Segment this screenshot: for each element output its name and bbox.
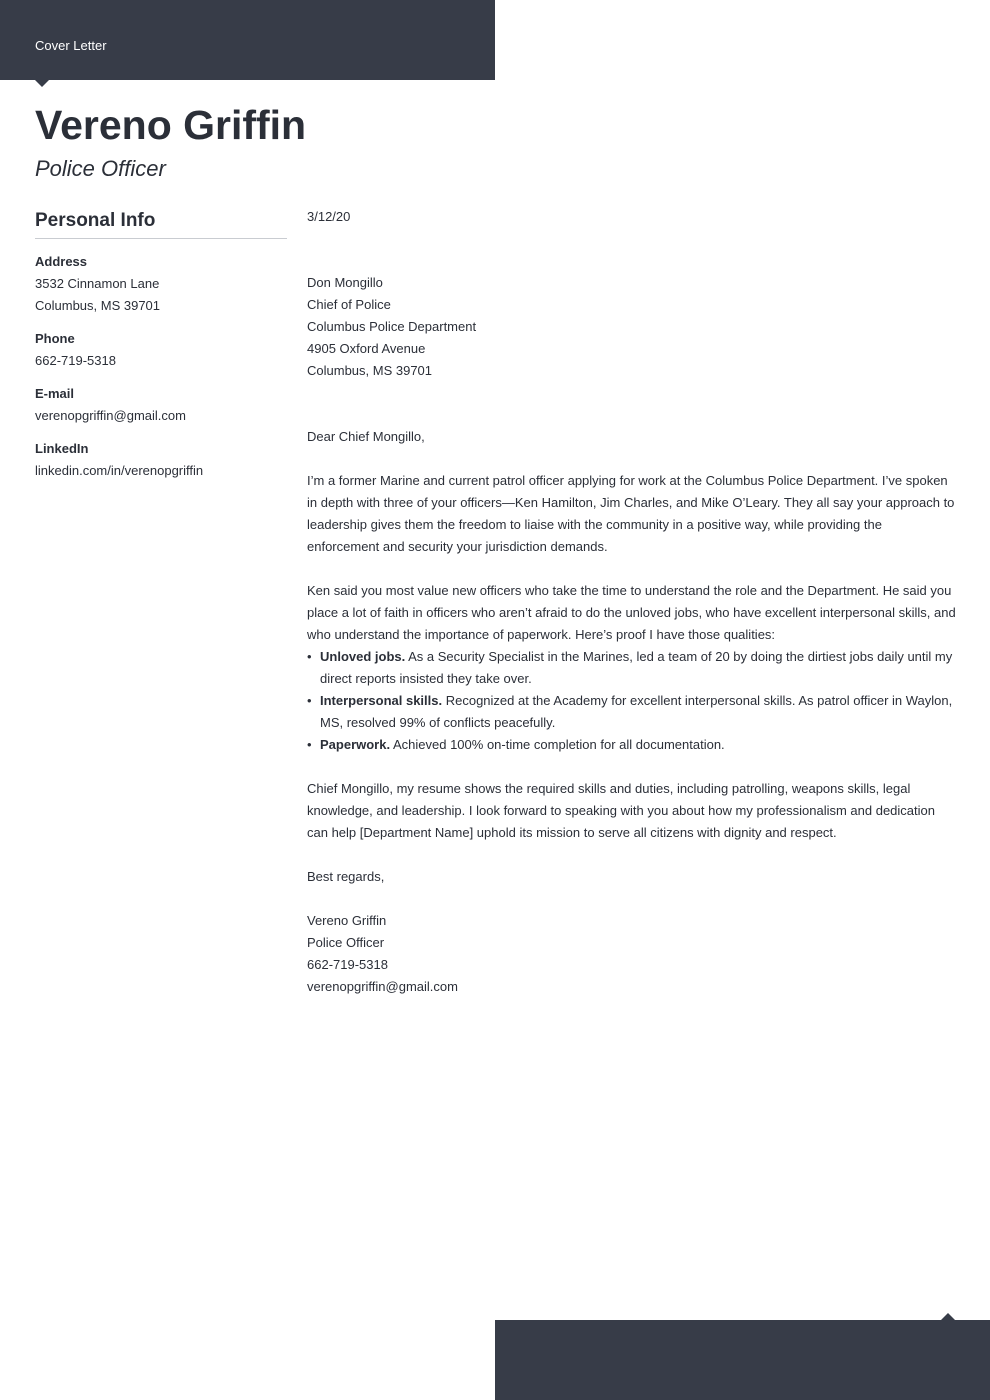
address-line-1: 3532 Cinnamon Lane <box>35 276 160 291</box>
bottom-banner <box>495 1320 990 1400</box>
signature-name: Vereno Griffin <box>307 913 387 928</box>
letter-date: 3/12/20 <box>307 209 351 224</box>
bullet-title: Interpersonal skills. <box>320 693 443 708</box>
body-paragraph-1: I’m a former Marine and current patrol officer applying for work at the Columbus Police Department. I’ve spoken in depth with three of your officers—Ken Hamilton, Jim Charles, and Mike O’Leary. They all say your approach to leadership gives them the freedom to liaise with the community in a positive way, while providing the enforcement and security your jurisdiction demands. <box>307 473 955 554</box>
phone-block <box>35 328 287 372</box>
recipient-block <box>307 272 957 382</box>
bullet-text: Achieved 100% on-time completion for all documentation. <box>390 737 725 752</box>
signature-email: verenopgriffin@gmail.com <box>307 979 458 994</box>
linkedin-value: linkedin.com/in/verenopgriffin <box>35 463 204 478</box>
applicant-job-title: Police Officer <box>35 156 166 181</box>
personal-info-sidebar <box>35 208 287 482</box>
bullet-text: Recognized at the Academy for excellent interpersonal skills. As patrol officer in Waylon, MS, resolved 99% of conflicts peacefully. <box>320 693 953 730</box>
linkedin-block <box>35 438 287 482</box>
letter-body <box>307 206 957 998</box>
list-item: • Unloved jobs. As a Security Specialist in the Marines, led a team of 20 by doing the dirtiest jobs daily until my direct reports insisted they take over. <box>307 649 953 686</box>
bullet-title: Unloved jobs. <box>320 649 406 664</box>
closing: Best regards, <box>307 869 385 884</box>
address-label: Address <box>35 254 88 269</box>
qualifications-list <box>307 646 957 756</box>
document-type-label: Cover Letter <box>35 38 107 53</box>
email-value: verenopgriffin@gmail.com <box>35 408 186 423</box>
list-item: • Interpersonal skills. Recognized at the Academy for excellent interpersonal skills. As patrol officer in Waylon, MS, resolved 99% of conflicts peacefully. <box>307 693 953 730</box>
footer-pointer-triangle <box>941 1313 955 1320</box>
signature-phone: 662-719-5318 <box>307 957 388 972</box>
email-label: E-mail <box>35 386 75 401</box>
list-item: • Paperwork. Achieved 100% on-time completion for all documentation. <box>307 737 725 752</box>
signature-title: Police Officer <box>307 935 385 950</box>
applicant-name: Vereno Griffin <box>35 102 307 148</box>
recipient-name: Don Mongillo <box>307 275 383 290</box>
phone-label: Phone <box>35 331 75 346</box>
bullet-text: As a Security Specialist in the Marines, led a team of 20 by doing the dirtiest jobs daily until my direct reports insisted they take over. <box>320 649 953 686</box>
address-line-2: Columbus, MS 39701 <box>35 298 161 313</box>
top-banner <box>0 0 495 80</box>
salutation: Dear Chief Mongillo, <box>307 429 425 444</box>
banner-pointer-triangle <box>35 80 49 87</box>
personal-info-heading: Personal Info <box>35 208 287 239</box>
phone-value: 662-719-5318 <box>35 353 116 368</box>
recipient-organization: Columbus Police Department <box>307 319 477 334</box>
body-paragraph-3: Chief Mongillo, my resume shows the required skills and duties, including patrolling, weapons skills, legal knowledge, and leadership. I look forward to speaking with you about how my professionalism and dedication can help [Department Name] uphold its mission to serve all citizens with dignity and respect. <box>307 781 935 840</box>
address-block <box>35 251 287 317</box>
linkedin-label: LinkedIn <box>35 441 89 456</box>
recipient-street: 4905 Oxford Avenue <box>307 341 426 356</box>
signature-block <box>307 910 957 998</box>
body-paragraph-2: Ken said you most value new officers who take the time to understand the role and the Department. He said you place a lot of faith in officers who aren’t afraid to do the unloved jobs, who have excellent interpersonal skills, and who understand the importance of paperwork. Here’s proof I have those qualities: <box>307 583 956 642</box>
bullet-title: Paperwork. <box>320 737 391 752</box>
recipient-title: Chief of Police <box>307 297 391 312</box>
email-block <box>35 383 287 427</box>
recipient-city: Columbus, MS 39701 <box>307 363 433 378</box>
